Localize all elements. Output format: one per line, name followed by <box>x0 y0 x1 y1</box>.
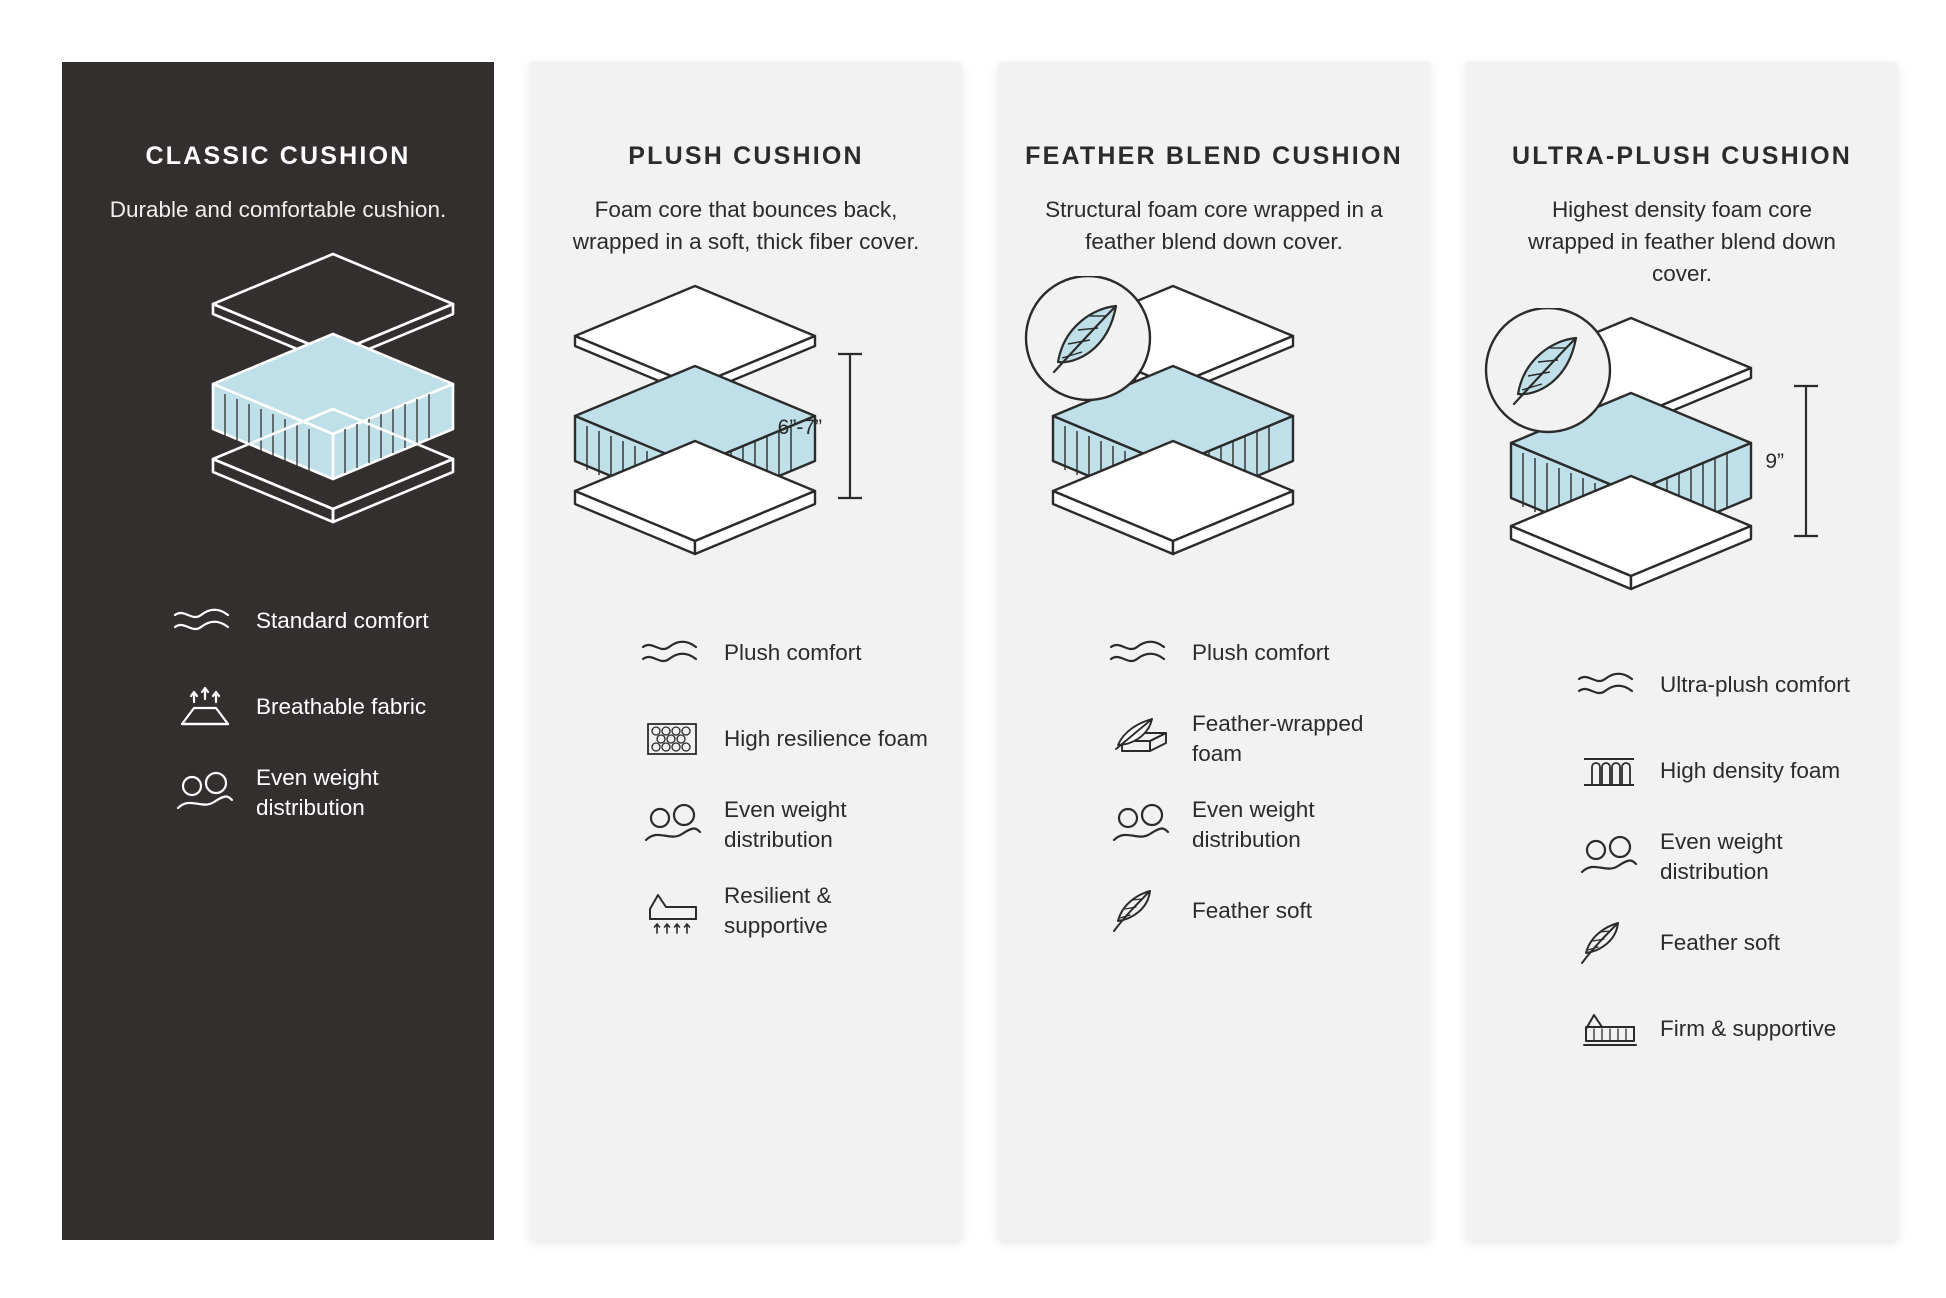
feature-item <box>1108 880 1406 942</box>
feature-list <box>62 590 494 848</box>
dimension-bracket <box>838 354 862 498</box>
cushion-illustration-feather-blend <box>998 276 1430 606</box>
exploded-cushion-diagram <box>1466 308 1898 638</box>
cushion-illustration-plush <box>530 276 962 606</box>
feather-icon <box>1108 887 1180 935</box>
breathable-fabric-icon <box>172 684 244 730</box>
feature-label: Breathable fabric <box>256 694 427 720</box>
dimension-label: 9” <box>1765 449 1784 473</box>
feature-label: Even weight distribution <box>724 797 847 852</box>
card-title: PLUSH CUSHION <box>628 142 864 170</box>
feature-label: Resilient & supportive <box>724 883 832 938</box>
card-title: CLASSIC CUSHION <box>145 142 411 170</box>
feature-list <box>998 622 1430 966</box>
feature-label: Even weight distribution <box>1660 829 1783 884</box>
card-title: ULTRA-PLUSH CUSHION <box>1512 142 1852 170</box>
feature-item <box>640 708 938 770</box>
even-weight-distribution-icon <box>1576 834 1648 880</box>
feature-label: Even weight distribution <box>256 765 379 820</box>
cushion-card-plush[interactable] <box>530 62 962 1240</box>
feature-item <box>172 762 470 824</box>
feature-item <box>1576 826 1874 888</box>
feather-icon <box>1576 919 1648 967</box>
feature-item <box>1576 654 1874 716</box>
high-density-foam-icon <box>1576 749 1648 793</box>
card-description: Highest density foam core wrapped in feather blend down cover. <box>1528 197 1836 286</box>
wave-lines-icon <box>640 637 712 669</box>
feature-label: Feather-wrapped foam <box>1192 711 1364 766</box>
feature-list <box>1466 654 1898 1084</box>
feature-label: Plush comfort <box>1192 640 1330 666</box>
dimension-bracket <box>1794 386 1818 536</box>
resilient-support-icon <box>640 887 712 935</box>
feature-label: Even weight distribution <box>1192 797 1315 852</box>
card-description: Structural foam core wrapped in a feather blend down cover. <box>1045 197 1383 254</box>
feature-item <box>640 622 938 684</box>
feather-wrapped-foam-icon <box>1108 715 1180 763</box>
feature-label: High resilience foam <box>724 726 928 752</box>
leaf-badge <box>1026 276 1150 400</box>
wave-lines-icon <box>1108 637 1180 669</box>
feature-label: Standard comfort <box>256 608 429 634</box>
feature-item <box>1108 794 1406 856</box>
feature-label: Firm & supportive <box>1660 1015 1837 1041</box>
card-title: FEATHER BLEND CUSHION <box>1025 142 1403 170</box>
cushion-card-ultra-plush[interactable] <box>1466 62 1898 1240</box>
exploded-cushion-diagram <box>62 244 494 574</box>
feature-item <box>1576 998 1874 1060</box>
even-weight-distribution-icon <box>172 770 244 816</box>
even-weight-distribution-icon <box>640 802 712 848</box>
cushion-illustration-ultra-plush <box>1466 308 1898 638</box>
honeycomb-foam-icon <box>640 716 712 762</box>
feature-label: Ultra-plush comfort <box>1660 671 1851 697</box>
cushion-illustration-classic <box>62 244 494 574</box>
wave-lines-icon <box>172 605 244 637</box>
feature-label: Feather soft <box>1660 929 1781 955</box>
feature-item <box>640 794 938 856</box>
feature-item <box>172 676 470 738</box>
feature-item <box>172 590 470 652</box>
wave-lines-icon <box>1576 669 1648 701</box>
feature-label: Feather soft <box>1192 898 1313 924</box>
card-description: Foam core that bounces back, wrapped in a soft, thick fiber cover. <box>572 197 920 254</box>
feature-item <box>1108 622 1406 684</box>
feature-label: High density foam <box>1660 757 1841 783</box>
feature-item <box>1108 708 1406 770</box>
even-weight-distribution-icon <box>1108 802 1180 848</box>
leaf-badge <box>1486 308 1610 432</box>
dimension-label: 6”-7” <box>777 415 822 439</box>
exploded-cushion-diagram <box>998 276 1430 606</box>
feature-label: Plush comfort <box>724 640 862 666</box>
feature-list <box>530 622 962 966</box>
exploded-cushion-diagram <box>530 276 962 606</box>
cushion-card-classic[interactable] <box>62 62 494 1240</box>
cushion-card-feather-blend[interactable] <box>998 62 1430 1240</box>
firm-support-icon <box>1576 1005 1648 1053</box>
feature-item <box>1576 912 1874 974</box>
feature-item <box>640 880 938 942</box>
feature-item <box>1576 740 1874 802</box>
card-description: Durable and comfortable cushion. <box>109 197 447 222</box>
